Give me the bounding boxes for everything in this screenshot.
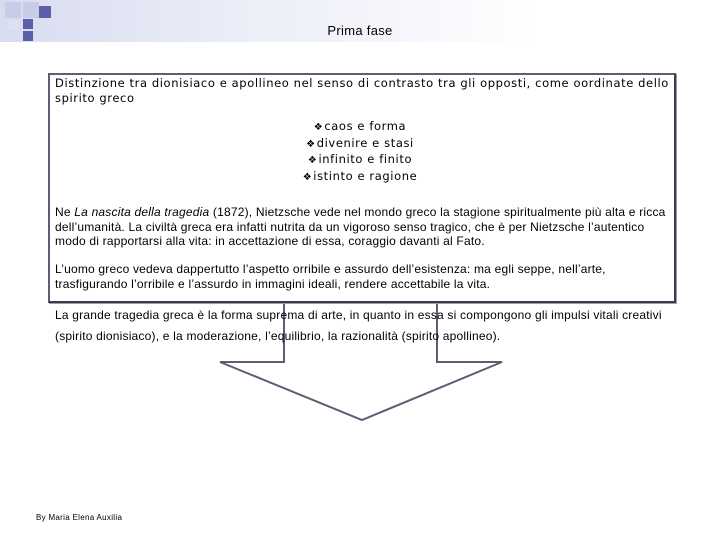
diamond-bullet-icon: ❖: [307, 155, 318, 166]
diamond-bullet-icon: ❖: [306, 138, 316, 150]
bullet-item: ❖caos e forma: [313, 119, 407, 133]
book-title: La nascita della tragedia: [74, 205, 210, 219]
slide-title: Prima fase: [327, 23, 393, 38]
paragraph-nascita-tragedia: Ne La nascita della tragedia (1872), Nietzsche vede nel mondo greco la stagione spiritualmente più alta e ricca dell’umanità. La civiltà greca era infatti nutrita da un vigoroso senso tragico, che è per Nietzsche l’autentico modo di rapportarsi alla vita: in accettazione di essa, coraggio davanti al Fato.: [55, 205, 666, 248]
bullet-item: ❖infinito e finito: [307, 152, 413, 166]
paragraph-grande-tragedia: La grande tragedia greca è la forma suprema di arte, in quanto in essa si compongono gli impulsi vitali creativi (spirito dionisiaco), e la moderazione, l’equilibrio, la razionalità (spirito apollineo).: [55, 308, 662, 343]
bullet-list: [0, 119, 720, 185]
author-footer: By Maria Elena Auxilia: [36, 513, 123, 522]
diamond-bullet-icon: ❖: [313, 122, 324, 133]
bullet-item: ❖istinto e ragione: [302, 168, 418, 183]
intro-text: Distinzione tra dionisiaco e apollineo nel senso di contrasto tra gli opposti, come oordinate dello spirito greco: [55, 76, 669, 105]
diamond-bullet-icon: ❖: [302, 171, 313, 183]
bullet-item: ❖divenire e stasi: [306, 135, 414, 150]
paragraph-uomo-greco: L’uomo greco vedeva dappertutto l’aspetto orribile e assurdo dell’esistenza: ma egli seppe, nell’arte, trasfigurando l’orribile e l’assurdo in immagini ideali, rendere accettabile la vita.: [55, 262, 606, 291]
